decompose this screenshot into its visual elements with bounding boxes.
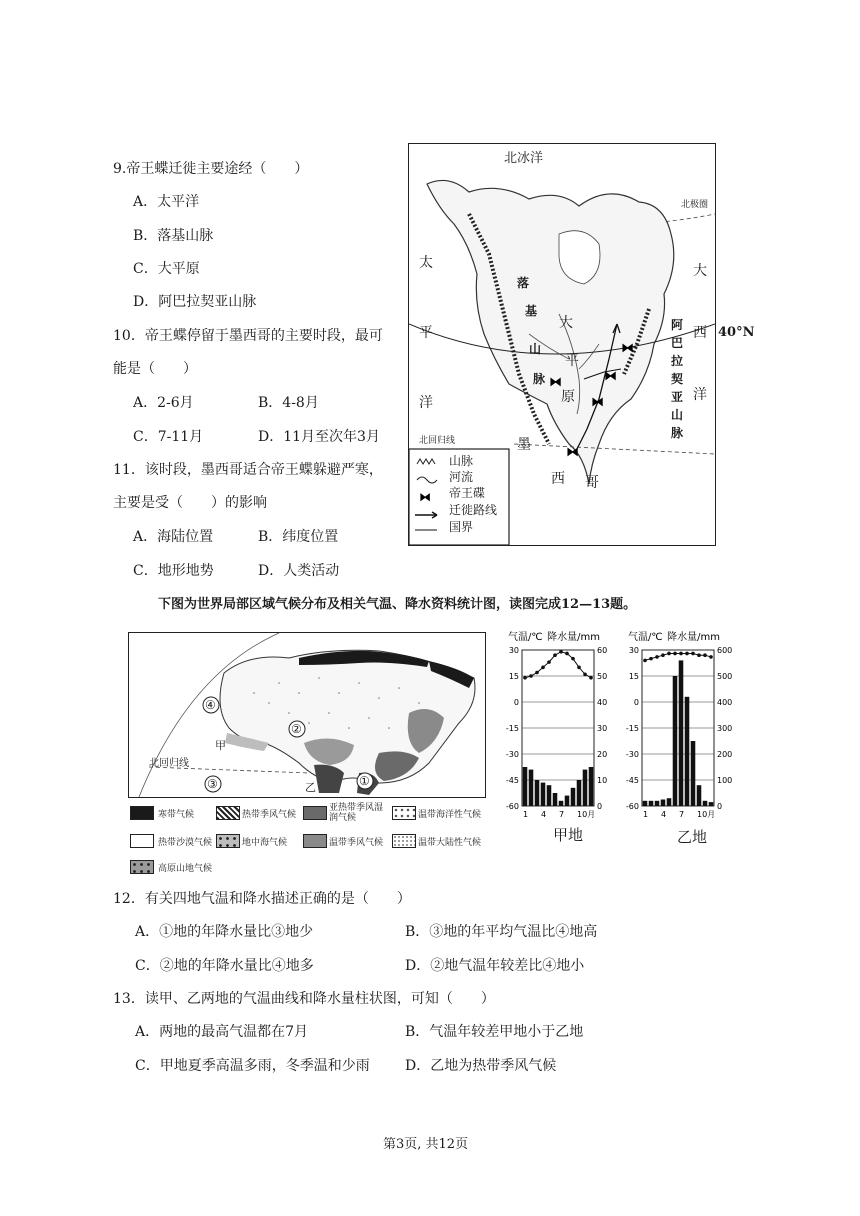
- q12-stem: 12．有关四地气温和降水描述正确的是（ ）: [113, 891, 411, 907]
- yi-precip-tick: 300: [717, 724, 733, 733]
- q9-option-d: D．阿巴拉契亚山脉: [133, 294, 257, 310]
- q13-option-a: A．两地的最高气温都在7月: [135, 1024, 309, 1040]
- yi-x-tick: 10月: [697, 810, 716, 819]
- map1-plains-2: 平: [565, 353, 579, 369]
- legend-swatch-temp-ocean: [392, 806, 416, 820]
- jia-temp-tick: -60: [505, 802, 519, 811]
- yi-temp-point: [667, 652, 671, 656]
- q10-stem-line1: 10．帝王蝶停留于墨西哥的主要时段，最可: [113, 328, 383, 344]
- jia-precip-bar: [535, 780, 540, 806]
- jia-precip-tick: 60: [597, 646, 608, 655]
- q13-option-c: C．甲地夏季高温多雨，冬季温和少雨: [135, 1058, 370, 1074]
- q13-option-b: B．气温年较差甲地小于乙地: [405, 1024, 584, 1040]
- yi-temp-point: [703, 653, 707, 657]
- q10-option-b: B．4-8月: [258, 395, 319, 411]
- yi-temp-tick: -45: [625, 776, 639, 785]
- q10-option-a: A．2-6月: [133, 395, 194, 411]
- climate-map-marker-3: ③: [207, 777, 218, 791]
- map1-appalachian-2: 巴: [671, 336, 684, 350]
- yi-temp-tick: 30: [628, 646, 639, 655]
- q12-option-a: A．①地的年降水量比③地少: [135, 924, 314, 940]
- map1-pacific-3: 洋: [419, 395, 433, 411]
- legend-desert: 热带沙漠气候: [158, 838, 213, 848]
- q12-option-d: D．②地气温年较差比④地小: [405, 958, 585, 974]
- q11-stem-line2: 主要是受（ ）的影响: [113, 495, 267, 511]
- jia-temp-point: [547, 660, 551, 664]
- map1-arctic-ocean: 北冰洋: [504, 151, 544, 166]
- yi-precip-bar: [655, 801, 660, 806]
- map1-appalachian-5: 亚: [671, 390, 684, 404]
- legend-swatch-temp-monsoon: [303, 834, 327, 848]
- jia-precip-bar: [577, 780, 582, 806]
- svg-text:⧓: ⧓: [621, 341, 634, 356]
- jia-precip-tick: 30: [597, 724, 608, 733]
- jia-x-tick: 10月: [577, 810, 596, 819]
- yi-x-tick: 4: [661, 810, 667, 819]
- map1-legend-river: 河流: [449, 470, 474, 484]
- yi-temp-point: [709, 655, 713, 659]
- map1-legend-mountain: 山脉: [449, 454, 474, 468]
- map1-tropic: 北回归线: [419, 436, 456, 446]
- q11-option-a: A．海陆位置: [133, 529, 214, 545]
- map1-appalachian-7: 脉: [671, 426, 684, 440]
- jia-precip-bar: [529, 770, 534, 806]
- yi-precip-bar: [679, 660, 684, 806]
- yi-precip-bar: [709, 802, 714, 806]
- q12-option-b: B．③地的年平均气温比④地高: [405, 924, 598, 940]
- jia-x-tick: 4: [541, 810, 547, 819]
- jia-temp-tick: -30: [505, 750, 519, 759]
- yi-temp-tick: 0: [633, 698, 639, 707]
- climate-map-marker-1: ①: [359, 774, 370, 788]
- jia-temp-point: [559, 650, 563, 654]
- jia-precip-bar: [589, 767, 594, 806]
- yi-temp-tick: -30: [625, 750, 639, 759]
- map1-rockies-2: 基: [525, 304, 538, 318]
- yi-precip-tick: 400: [717, 698, 733, 707]
- jia-precip-bar: [583, 770, 588, 806]
- jia-precip-bar: [559, 801, 564, 806]
- jia-temp-point: [535, 671, 539, 675]
- jia-temp-point: [565, 652, 569, 656]
- yi-temp-point: [685, 652, 689, 656]
- yi-temp-point: [655, 655, 659, 659]
- map1-pacific-1: 太: [419, 255, 433, 271]
- climate-map: [128, 632, 486, 798]
- yi-temp-point: [661, 653, 665, 657]
- yi-precip-bar: [673, 676, 678, 806]
- jia-precip-label: 降水量/mm: [547, 632, 600, 643]
- map1-appalachian-4: 契: [671, 372, 684, 386]
- north-america-map: [408, 143, 716, 546]
- jia-temp-tick: 30: [508, 646, 519, 655]
- climograph-jia: [500, 628, 620, 828]
- map1-atlantic-1: 大: [693, 263, 707, 279]
- legend-temp-cont: 温带大陆性气候: [418, 838, 482, 848]
- map1-legend-migration: 迁徙路线: [449, 503, 498, 517]
- jia-precip-tick: 50: [597, 672, 608, 681]
- jia-temp-point: [553, 653, 557, 657]
- yi-precip-bar: [643, 801, 648, 806]
- jia-temp-point: [541, 666, 545, 670]
- map1-appalachian-6: 山: [671, 408, 684, 422]
- yi-precip-bar: [703, 801, 708, 806]
- legend-swatch-desert: [130, 834, 154, 848]
- jia-temp-point: [523, 676, 527, 680]
- map1-legend-border: 国界: [449, 520, 474, 534]
- jia-precip-bar: [541, 783, 546, 806]
- svg-text:⧓: ⧓: [549, 375, 562, 390]
- svg-text:⧓: ⧓: [419, 490, 431, 504]
- q9-stem: 9.帝王蝶迁徙主要途经（ ）: [113, 161, 309, 177]
- yi-precip-tick: 100: [717, 776, 733, 785]
- q11-option-c: C．地形地势: [133, 563, 214, 579]
- svg-text:⧓: ⧓: [604, 369, 617, 384]
- jia-precip-bar: [571, 788, 576, 806]
- q13-option-d: D．乙地为热带季风气候: [405, 1058, 557, 1074]
- section-intro: 下图为世界局部区域气候分布及相关气温、降水资料统计图，读图完成12—13题。: [158, 597, 637, 612]
- q9-option-b: B．落基山脉: [133, 228, 214, 244]
- yi-x-tick: 1: [643, 810, 649, 819]
- map1-pacific-2: 平: [419, 325, 433, 341]
- jia-x-tick: 7: [559, 810, 565, 819]
- jia-temp-point: [577, 666, 581, 670]
- map1-rockies-4: 脉: [533, 372, 546, 386]
- jia-x-tick: 1: [523, 810, 529, 819]
- jia-temp-point: [583, 672, 587, 676]
- map1-rockies-1: 落: [517, 276, 530, 290]
- yi-precip-tick: 0: [717, 802, 723, 811]
- jia-precip-tick: 0: [597, 802, 603, 811]
- map1-atlantic-2: 西: [693, 325, 707, 341]
- jia-temp-label: 气温/℃: [508, 632, 543, 643]
- map1-legend-butterfly: 帝王碟: [449, 486, 486, 500]
- map1-plains-1: 大: [559, 315, 573, 331]
- legend-swatch-highland: [130, 860, 154, 874]
- map1-plains-3: 原: [561, 389, 575, 405]
- climograph-jia-title: 甲地: [553, 826, 584, 844]
- jia-temp-point: [571, 657, 575, 661]
- q9-option-c: C．大平原: [133, 261, 200, 277]
- jia-precip-bar: [547, 785, 552, 806]
- q11-option-d: D．人类活动: [258, 563, 340, 579]
- climate-map-tropic: 北回归线: [149, 758, 189, 769]
- yi-temp-label: 气温/℃: [628, 632, 663, 643]
- map1-40n-label: 40°N: [718, 325, 755, 340]
- jia-temp-tick: -15: [505, 724, 519, 733]
- jia-precip-tick: 20: [597, 750, 608, 759]
- svg-text:⧓: ⧓: [591, 395, 604, 410]
- jia-temp-line: [525, 652, 591, 678]
- yi-temp-point: [691, 652, 695, 656]
- yi-x-tick: 7: [679, 810, 685, 819]
- climate-map-marker-2: ②: [291, 722, 302, 736]
- jia-temp-tick: -45: [505, 776, 519, 785]
- legend-cold: 寒带气候: [158, 810, 195, 820]
- map1-mexico-2: 西: [551, 471, 565, 487]
- legend-highland: 高原山地气候: [158, 864, 213, 874]
- climate-map-yi: 乙: [305, 781, 316, 794]
- legend-med: 地中海气候: [242, 838, 288, 848]
- yi-precip-tick: 200: [717, 750, 733, 759]
- yi-temp-tick: 15: [628, 672, 639, 681]
- page-footer: 第3页, 共12页: [383, 1137, 469, 1152]
- climate-map-jia: 甲: [215, 739, 226, 752]
- yi-temp-point: [679, 652, 683, 656]
- q9-option-a: A．太平洋: [133, 194, 200, 210]
- q10-option-c: C．7-11月: [133, 429, 204, 445]
- yi-temp-point: [697, 653, 701, 657]
- yi-temp-tick: -15: [625, 724, 639, 733]
- map1-appalachian-3: 拉: [671, 354, 684, 368]
- yi-temp-line: [645, 653, 711, 660]
- yi-precip-bar: [685, 697, 690, 806]
- q10-option-d: D．11月至次年3月: [258, 429, 380, 445]
- yi-precip-bar: [691, 741, 696, 806]
- yi-precip-bar: [667, 798, 672, 806]
- yi-precip-tick: 600: [717, 646, 733, 655]
- legend-trop-monsoon: 热带季风气候: [242, 810, 297, 820]
- q10-stem-line2: 能是（ ）: [113, 361, 197, 377]
- q12-option-c: C．②地的年降水量比④地多: [135, 958, 314, 974]
- yi-precip-tick: 500: [717, 672, 733, 681]
- yi-temp-point: [643, 659, 647, 663]
- legend-temp-monsoon: 温带季风气候: [329, 838, 384, 848]
- svg-text:⧓: ⧓: [566, 445, 579, 460]
- legend-swatch-trop-monsoon: [216, 806, 240, 820]
- yi-temp-point: [649, 657, 653, 661]
- yi-precip-label: 降水量/mm: [667, 632, 720, 643]
- legend-swatch-cold: [130, 806, 154, 820]
- climate-map-marker-4: ④: [205, 698, 216, 712]
- legend-swatch-subtrop: [303, 806, 327, 820]
- jia-precip-bar: [553, 793, 558, 806]
- map1-arctic-circle: 北极圈: [681, 200, 709, 210]
- map1-atlantic-3: 洋: [693, 387, 707, 403]
- q11-option-b: B．纬度位置: [258, 529, 339, 545]
- yi-precip-bar: [697, 785, 702, 806]
- climograph-yi-title: 乙地: [677, 828, 708, 846]
- climograph-yi: [620, 628, 750, 828]
- q13-stem: 13．读甲、乙两地的气温曲线和降水量柱状图，可知（ ）: [113, 991, 495, 1007]
- legend-temp-ocean: 温带海洋性气候: [418, 810, 482, 820]
- legend-swatch-temp-cont: [392, 834, 416, 848]
- jia-precip-bar: [565, 796, 570, 806]
- jia-temp-point: [529, 674, 533, 678]
- legend-swatch-med: [216, 834, 240, 848]
- map1-mexico-1: 墨: [517, 437, 531, 453]
- legend-subtrop: 亚热带季风湿润气候: [329, 803, 384, 823]
- map1-mexico-3: 哥: [585, 475, 599, 491]
- jia-temp-point: [589, 676, 593, 680]
- yi-temp-point: [673, 652, 677, 656]
- jia-precip-bar: [523, 767, 528, 806]
- yi-precip-bar: [661, 800, 666, 807]
- jia-precip-tick: 10: [597, 776, 608, 785]
- map1-appalachian-1: 阿: [671, 318, 684, 332]
- jia-precip-tick: 40: [597, 698, 608, 707]
- map1-rockies-3: 山: [529, 342, 542, 356]
- q11-stem-line1: 11．该时段，墨西哥适合帝王蝶躲避严寒，: [113, 462, 383, 478]
- yi-precip-bar: [649, 801, 654, 806]
- jia-temp-tick: 0: [513, 698, 519, 707]
- yi-temp-tick: -60: [625, 802, 639, 811]
- jia-temp-tick: 15: [508, 672, 519, 681]
